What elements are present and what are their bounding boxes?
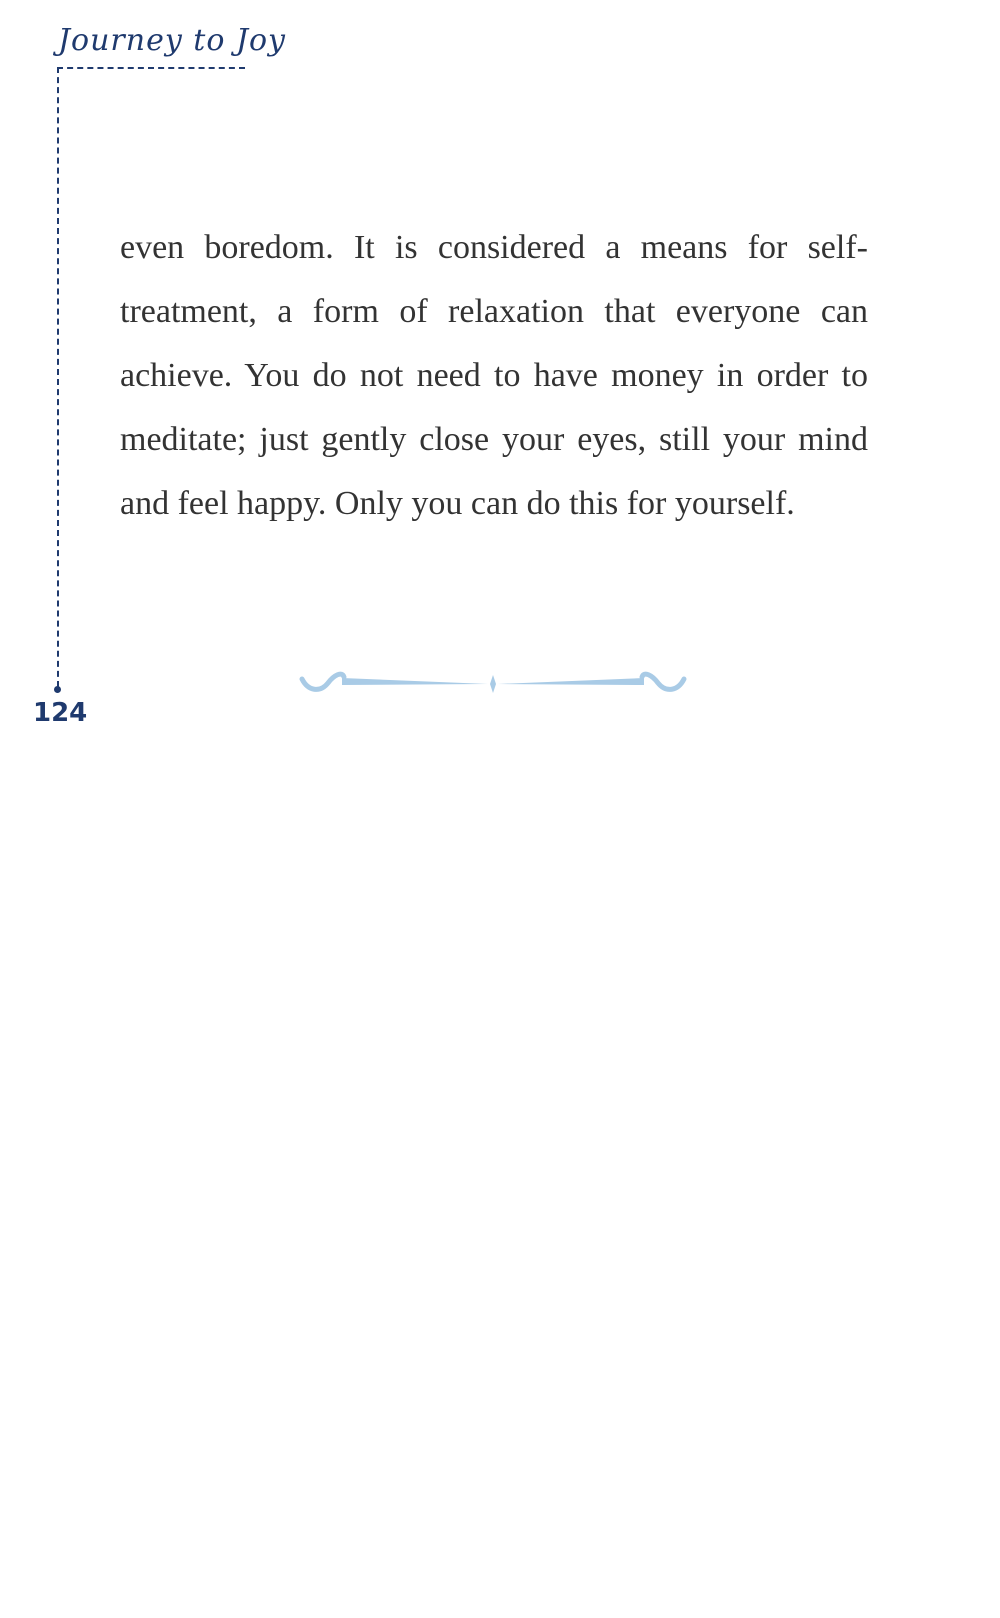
margin-rule-dot [54,686,61,693]
header-dashed-rule [57,67,245,69]
flourish-divider-icon [298,665,688,715]
running-head: Journey to Joy [58,23,286,58]
margin-dashed-rule [57,67,59,687]
body-paragraph: even boredom. It is considered a means for self-treatment, a form of relaxation that everyone can achieve. You do not need to have money in order to meditate; just gently close your eyes, still your mind and feel happy. Only you can do this for yourself. [120,229,868,522]
page-number: 124 [33,698,88,728]
